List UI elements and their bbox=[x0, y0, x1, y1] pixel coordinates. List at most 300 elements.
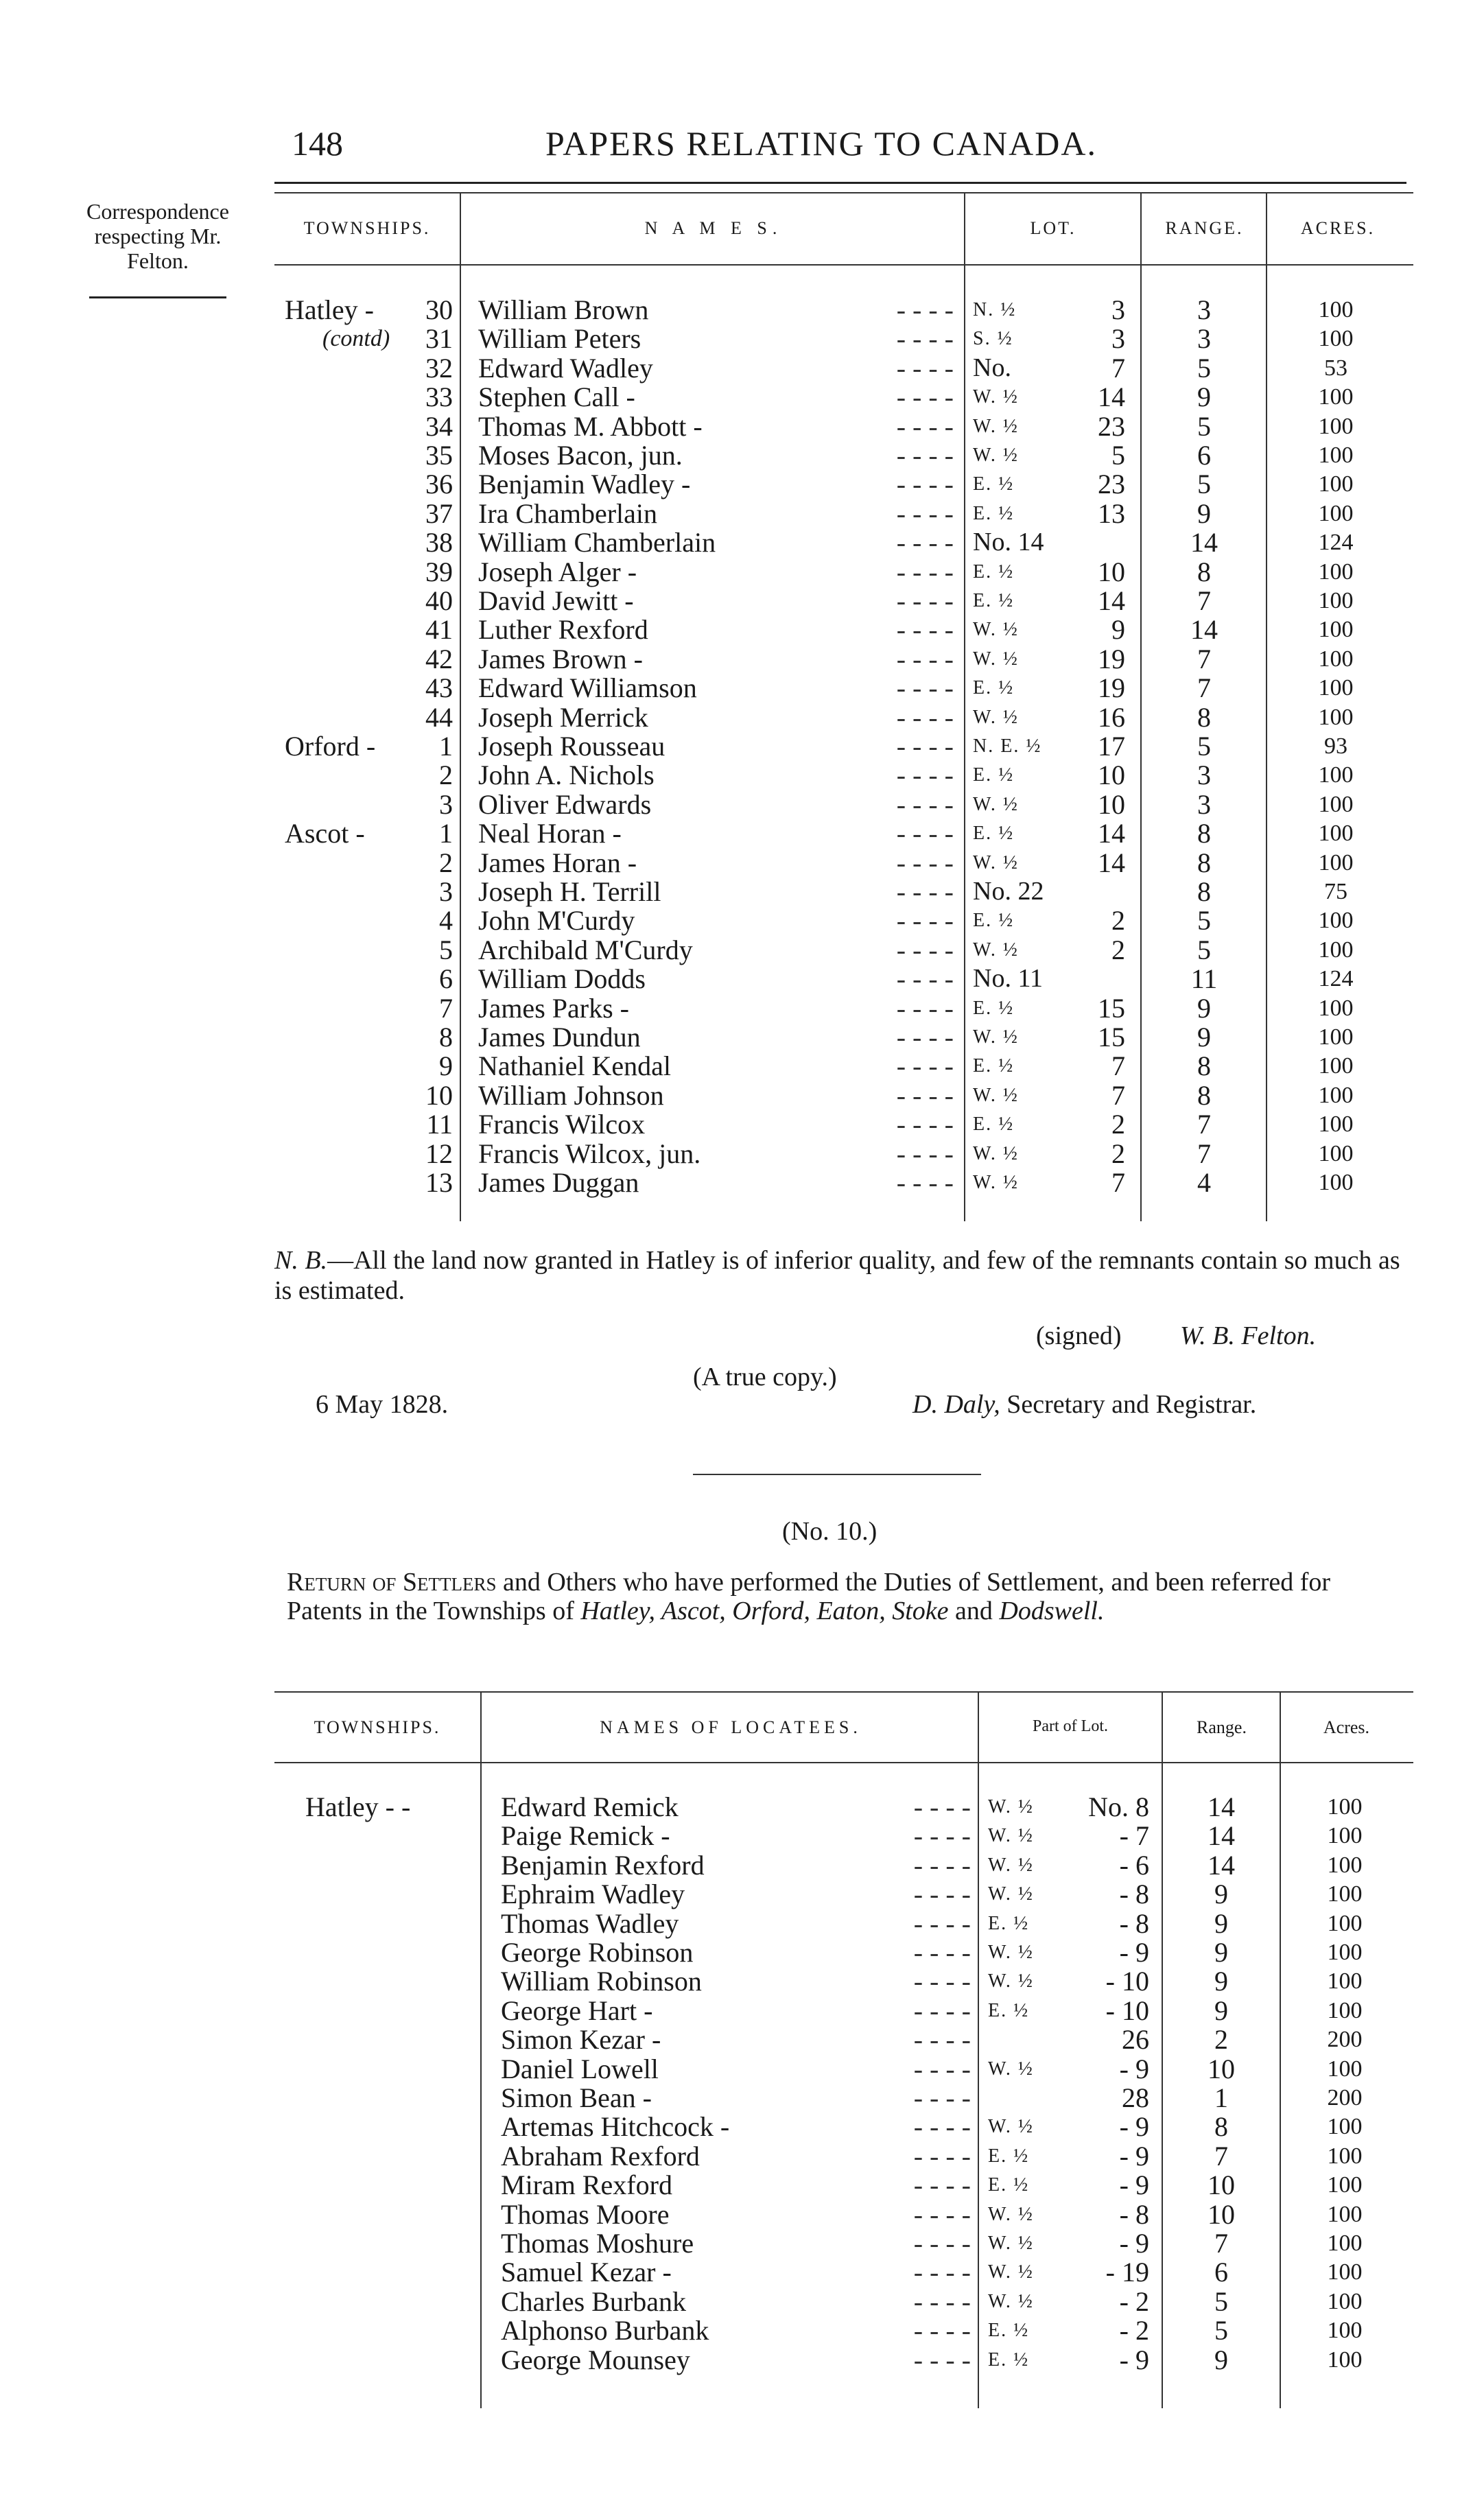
table-row bbox=[0, 2083, 1484, 2113]
settler-name: Joseph Merrick bbox=[478, 701, 648, 733]
col-header-names-of-locatees: NAMES OF LOCATEES. bbox=[600, 1717, 862, 1737]
signed-label: (signed) bbox=[1036, 1321, 1122, 1350]
entry-number: 39 bbox=[425, 556, 453, 587]
lot-number: - 2 bbox=[1119, 2285, 1149, 2317]
range-value: 8 bbox=[1197, 701, 1211, 733]
entry-number: 30 bbox=[425, 294, 453, 325]
range-value: 7 bbox=[1197, 585, 1211, 616]
locatee-name: Alphonso Burbank bbox=[501, 2315, 709, 2346]
acres-value: 100 bbox=[1318, 558, 1354, 585]
range-value: 1 bbox=[1214, 2082, 1228, 2113]
lot-part: W. ½ bbox=[973, 1084, 1019, 1106]
range-value: 9 bbox=[1197, 1022, 1211, 1052]
range-value: 5 bbox=[1214, 2315, 1228, 2346]
lot-part: E. ½ bbox=[973, 1055, 1015, 1077]
lot-part: W. ½ bbox=[988, 2290, 1034, 2312]
lot-part: N. ½ bbox=[973, 299, 1017, 320]
leader-dots: - - - - bbox=[913, 2111, 971, 2143]
lot-number: 3 bbox=[1111, 323, 1125, 355]
leader-dots: - - - - bbox=[913, 2140, 971, 2172]
entry-number: 37 bbox=[425, 497, 453, 529]
settler-name: Thomas M. Abbott - bbox=[478, 410, 703, 442]
entry-number: 4 bbox=[439, 905, 453, 937]
settler-name: James Parks - bbox=[478, 992, 629, 1024]
lot-part: E. ½ bbox=[988, 1912, 1030, 1934]
settler-name: William Chamberlain bbox=[478, 527, 716, 558]
acres-value: 100 bbox=[1327, 2172, 1363, 2198]
nb-text: —All the land now granted in Hatley is of inferior quality, and few of the remnants contain so much as is estimated. bbox=[274, 1246, 1400, 1305]
lot-number: 17 bbox=[1098, 731, 1125, 762]
acres-value: 100 bbox=[1318, 384, 1354, 410]
leader-dots: - - - - bbox=[913, 2285, 971, 2317]
range-value: 10 bbox=[1208, 2053, 1235, 2084]
lot-part: W. ½ bbox=[973, 793, 1019, 815]
lot-number: 23 bbox=[1098, 469, 1125, 500]
leader-dots: - - - - bbox=[896, 672, 954, 704]
lot-number: 26 bbox=[1122, 2024, 1149, 2056]
range-value: 5 bbox=[1197, 410, 1211, 442]
acres-value: 200 bbox=[1327, 2027, 1363, 2053]
col-header-lot: LOT. bbox=[1030, 218, 1076, 238]
lot-part: W. ½ bbox=[973, 648, 1019, 670]
acres-value: 100 bbox=[1327, 2201, 1363, 2227]
acres-value: 100 bbox=[1318, 762, 1354, 788]
acres-value: 100 bbox=[1318, 937, 1354, 963]
lot-part: W. ½ bbox=[973, 851, 1019, 873]
acres-value: 100 bbox=[1318, 1140, 1354, 1166]
lot-number: - 2 bbox=[1119, 2315, 1149, 2346]
lot-number: 28 bbox=[1122, 2082, 1149, 2113]
range-value: 10 bbox=[1208, 2169, 1235, 2201]
range-value: 3 bbox=[1197, 760, 1211, 791]
range-value: 7 bbox=[1197, 1109, 1211, 1140]
locatee-name: Simon Bean - bbox=[501, 2082, 652, 2113]
leader-dots: - - - - bbox=[896, 469, 954, 500]
settler-name: Ira Chamberlain bbox=[478, 497, 657, 529]
lot-number: 15 bbox=[1098, 1022, 1125, 1052]
lot-number: No. 8 bbox=[1088, 1791, 1149, 1822]
acres-value: 100 bbox=[1318, 675, 1354, 701]
lot-number: - 8 bbox=[1119, 2198, 1149, 2230]
settler-name: David Jewitt - bbox=[478, 585, 634, 616]
leader-dots: - - - - bbox=[913, 1907, 971, 1939]
table-row bbox=[0, 2025, 1484, 2054]
range-value: 5 bbox=[1214, 2285, 1228, 2317]
table-row bbox=[0, 1938, 1484, 1967]
leader-dots: - - - - bbox=[913, 2169, 971, 2201]
lot-part: W. ½ bbox=[973, 445, 1019, 466]
leader-dots: - - - - bbox=[896, 643, 954, 674]
return-title-caps: Return of Settlers bbox=[287, 1568, 497, 1597]
lot-part: E. ½ bbox=[988, 1999, 1030, 2021]
entry-number: 6 bbox=[439, 963, 453, 995]
settler-name: Moses Bacon, jun. bbox=[478, 440, 683, 471]
leader-dots: - - - - bbox=[896, 1079, 954, 1111]
leader-dots: - - - - bbox=[896, 381, 954, 413]
lot-part: E. ½ bbox=[988, 2145, 1030, 2167]
entry-number: 5 bbox=[439, 934, 453, 965]
leader-dots: - - - - bbox=[896, 905, 954, 937]
lot-part: E. ½ bbox=[988, 2174, 1030, 2196]
acres-value: 100 bbox=[1318, 821, 1354, 847]
table-row bbox=[0, 2112, 1484, 2141]
lot-part: No. 22 bbox=[973, 877, 1044, 906]
acres-value: 100 bbox=[1318, 500, 1354, 526]
nb-label: N. B. bbox=[274, 1246, 328, 1275]
return-title-places: Hatley, Ascot, Orford, Eaton, Stoke bbox=[580, 1597, 949, 1625]
table-row bbox=[0, 1879, 1484, 1909]
leader-dots: - - - - bbox=[913, 1849, 971, 1881]
table-top-rule bbox=[274, 1691, 1413, 1693]
lot-part: E. ½ bbox=[973, 764, 1015, 786]
leader-dots: - - - - bbox=[896, 585, 954, 616]
lot-number: 7 bbox=[1111, 1079, 1125, 1111]
document-number: (No. 10.) bbox=[782, 1517, 878, 1546]
range-value: 5 bbox=[1197, 469, 1211, 500]
acres-value: 100 bbox=[1318, 1170, 1354, 1195]
leader-dots: - - - - bbox=[913, 2198, 971, 2230]
range-value: 5 bbox=[1197, 731, 1211, 762]
col-header-acres: Acres. bbox=[1323, 1717, 1370, 1737]
acres-value: 75 bbox=[1324, 879, 1347, 904]
acres-value: 100 bbox=[1318, 849, 1354, 875]
acres-value: 100 bbox=[1318, 471, 1354, 497]
table-row bbox=[0, 1909, 1484, 1938]
leader-dots: - - - - bbox=[913, 2228, 971, 2259]
lot-part: W. ½ bbox=[973, 386, 1019, 408]
range-value: 3 bbox=[1197, 323, 1211, 355]
col-header-names: N A M E S. bbox=[644, 218, 783, 238]
range-value: 8 bbox=[1197, 1079, 1211, 1111]
acres-value: 124 bbox=[1318, 966, 1354, 992]
lot-part: W. ½ bbox=[988, 2233, 1034, 2254]
lot-number: 19 bbox=[1098, 643, 1125, 674]
table-row bbox=[0, 2170, 1484, 2200]
range-value: 3 bbox=[1197, 788, 1211, 820]
range-value: 14 bbox=[1208, 1820, 1235, 1852]
entry-number: 34 bbox=[425, 410, 453, 442]
entry-number: 8 bbox=[439, 1022, 453, 1052]
entry-number: 12 bbox=[425, 1138, 453, 1169]
table-row bbox=[0, 2316, 1484, 2345]
acres-value: 100 bbox=[1327, 1881, 1363, 1907]
entry-number: 42 bbox=[425, 643, 453, 674]
range-value: 5 bbox=[1197, 905, 1211, 937]
township-cell: Hatley - - bbox=[305, 1791, 411, 1822]
range-value: 9 bbox=[1214, 1966, 1228, 1997]
lot-part: E. ½ bbox=[973, 677, 1015, 699]
entry-number: 35 bbox=[425, 440, 453, 471]
entry-number: 32 bbox=[425, 352, 453, 384]
col-header-part-of-lot: Part of Lot. bbox=[1033, 1717, 1108, 1735]
entry-number: 10 bbox=[425, 1079, 453, 1111]
range-value: 9 bbox=[1197, 992, 1211, 1024]
settler-name: Edward Wadley bbox=[478, 352, 653, 384]
leader-dots: - - - - bbox=[896, 788, 954, 820]
acres-value: 100 bbox=[1318, 646, 1354, 672]
table-row bbox=[0, 1792, 1484, 1822]
range-value: 7 bbox=[1197, 643, 1211, 674]
lot-number: 14 bbox=[1098, 847, 1125, 878]
lot-part: W. ½ bbox=[988, 1883, 1034, 1905]
lot-number: - 9 bbox=[1119, 2228, 1149, 2259]
locatee-name: Charles Burbank bbox=[501, 2285, 686, 2317]
range-value: 5 bbox=[1197, 352, 1211, 384]
lot-part: E. ½ bbox=[973, 910, 1015, 932]
entry-number: 44 bbox=[425, 701, 453, 733]
table-row bbox=[0, 2200, 1484, 2229]
lot-part: N. E. ½ bbox=[973, 736, 1042, 757]
settler-name: Oliver Edwards bbox=[478, 788, 652, 820]
entry-number: 3 bbox=[439, 876, 453, 907]
lot-number: - 9 bbox=[1119, 1937, 1149, 1968]
acres-value: 100 bbox=[1318, 995, 1354, 1021]
lot-part: E. ½ bbox=[973, 823, 1015, 845]
leader-dots: - - - - bbox=[896, 440, 954, 471]
entry-number: 36 bbox=[425, 469, 453, 500]
table-row bbox=[0, 2054, 1484, 2084]
lot-part: W. ½ bbox=[988, 1854, 1034, 1876]
acres-value: 100 bbox=[1327, 1910, 1363, 1936]
lot-number: 10 bbox=[1098, 760, 1125, 791]
lot-part: W. ½ bbox=[973, 1172, 1019, 1193]
entry-number: 13 bbox=[425, 1167, 453, 1198]
leader-dots: - - - - bbox=[896, 847, 954, 878]
signer-name: W. B. Felton. bbox=[1180, 1321, 1317, 1350]
table-row bbox=[0, 1996, 1484, 2025]
leader-dots: - - - - bbox=[896, 1022, 954, 1052]
range-value: 7 bbox=[1197, 672, 1211, 704]
locatee-name: Benjamin Rexford bbox=[501, 1849, 705, 1881]
acres-value: 100 bbox=[1318, 326, 1354, 352]
lot-part: E. ½ bbox=[973, 1114, 1015, 1136]
col-header-range: RANGE. bbox=[1165, 218, 1244, 238]
leader-dots: - - - - bbox=[896, 1050, 954, 1082]
leader-dots: - - - - bbox=[896, 731, 954, 762]
page-number: 148 bbox=[292, 124, 343, 163]
table-row bbox=[0, 1966, 1484, 1996]
leader-dots: - - - - bbox=[913, 1966, 971, 1997]
table-row bbox=[0, 1850, 1484, 1880]
acres-value: 100 bbox=[1318, 1082, 1354, 1108]
township-cell: Hatley - bbox=[285, 294, 374, 325]
lot-part: No. 11 bbox=[973, 964, 1044, 993]
range-value: 14 bbox=[1190, 614, 1218, 646]
lot-number: - 9 bbox=[1119, 2140, 1149, 2172]
lot-part: W. ½ bbox=[988, 1825, 1034, 1847]
acres-value: 100 bbox=[1318, 1111, 1354, 1138]
range-value: 8 bbox=[1197, 876, 1211, 907]
acres-value: 100 bbox=[1318, 588, 1354, 613]
acres-value: 100 bbox=[1327, 2288, 1363, 2314]
lot-part: W. ½ bbox=[988, 1942, 1034, 1963]
settler-name: Joseph Rousseau bbox=[478, 731, 666, 762]
acres-value: 100 bbox=[1327, 2346, 1363, 2373]
lot-number: - 6 bbox=[1119, 1849, 1149, 1881]
lot-number: - 8 bbox=[1119, 1879, 1149, 1910]
settler-name: William Brown bbox=[478, 294, 649, 325]
range-value: 5 bbox=[1197, 934, 1211, 965]
table-row bbox=[0, 2257, 1484, 2287]
locatee-name: Ephraim Wadley bbox=[501, 1879, 685, 1910]
locatee-name: Edward Remick bbox=[501, 1791, 679, 1822]
lot-part: No. bbox=[973, 353, 1011, 382]
settler-name: William Johnson bbox=[478, 1079, 664, 1111]
lot-number: 13 bbox=[1098, 497, 1125, 529]
leader-dots: - - - - bbox=[913, 2024, 971, 2056]
settler-name: John A. Nichols bbox=[478, 760, 655, 791]
acres-value: 100 bbox=[1327, 1968, 1363, 1995]
range-value: 9 bbox=[1214, 1907, 1228, 1939]
locatee-name: Thomas Moore bbox=[501, 2198, 670, 2230]
settler-name: Nathaniel Kendal bbox=[478, 1050, 671, 1082]
range-value: 9 bbox=[1214, 1879, 1228, 1910]
settler-name: Edward Williamson bbox=[478, 672, 697, 704]
entry-number: 2 bbox=[439, 847, 453, 878]
settler-name: Benjamin Wadley - bbox=[478, 469, 691, 500]
acres-value: 100 bbox=[1318, 443, 1354, 468]
lot-number: 5 bbox=[1111, 440, 1125, 471]
settler-name: Stephen Call - bbox=[478, 381, 635, 413]
acres-value: 100 bbox=[1318, 908, 1354, 934]
locatee-name: Simon Kezar - bbox=[501, 2024, 661, 2056]
leader-dots: - - - - bbox=[896, 934, 954, 965]
lot-number: 3 bbox=[1111, 294, 1125, 325]
entry-number: 7 bbox=[439, 992, 453, 1024]
lot-part: E. ½ bbox=[973, 590, 1015, 611]
settler-name: Francis Wilcox, jun. bbox=[478, 1138, 701, 1169]
running-title: PAPERS RELATING TO CANADA. bbox=[545, 124, 1097, 163]
entry-number: 9 bbox=[439, 1050, 453, 1082]
entry-number: 33 bbox=[425, 381, 453, 413]
leader-dots: - - - - bbox=[913, 1995, 971, 2026]
leader-dots: - - - - bbox=[913, 2082, 971, 2113]
leader-dots: - - - - bbox=[896, 963, 954, 995]
true-copy-note: (A true copy.) bbox=[693, 1363, 837, 1391]
lot-number: 7 bbox=[1111, 1050, 1125, 1082]
lot-number: 2 bbox=[1111, 934, 1125, 965]
range-value: 10 bbox=[1208, 2198, 1235, 2230]
leader-dots: - - - - bbox=[896, 527, 954, 558]
range-value: 2 bbox=[1214, 2024, 1228, 2056]
leader-dots: - - - - bbox=[896, 701, 954, 733]
leader-dots: - - - - bbox=[913, 2053, 971, 2084]
leader-dots: - - - - bbox=[896, 818, 954, 849]
acres-value: 100 bbox=[1327, 2318, 1363, 2344]
entry-number: 40 bbox=[425, 585, 453, 616]
lot-number: - 9 bbox=[1119, 2344, 1149, 2375]
col-header-acres: ACRES. bbox=[1300, 218, 1376, 238]
leader-dots: - - - - bbox=[913, 2344, 971, 2375]
lot-number: - 7 bbox=[1119, 1820, 1149, 1852]
entry-number: 43 bbox=[425, 672, 453, 704]
settler-name: Neal Horan - bbox=[478, 818, 622, 849]
entry-number: 1 bbox=[439, 731, 453, 762]
settler-name: James Horan - bbox=[478, 847, 637, 878]
leader-dots: - - - - bbox=[913, 1820, 971, 1852]
leader-dots: - - - - bbox=[896, 497, 954, 529]
margin-note: Correspondence respecting Mr. Felton. bbox=[86, 199, 229, 273]
range-value: 3 bbox=[1197, 294, 1211, 325]
lot-number: - 9 bbox=[1119, 2169, 1149, 2201]
leader-dots: - - - - bbox=[896, 992, 954, 1024]
lot-part: W. ½ bbox=[973, 939, 1019, 961]
settler-name: Archibald M'Curdy bbox=[478, 934, 693, 965]
table-row bbox=[0, 1821, 1484, 1850]
lot-part: S. ½ bbox=[973, 328, 1013, 350]
entry-number: 2 bbox=[439, 760, 453, 791]
lot-number: 7 bbox=[1111, 352, 1125, 384]
settler-name: James Brown - bbox=[478, 643, 643, 674]
leader-dots: - - - - bbox=[896, 1167, 954, 1198]
leader-dots: - - - - bbox=[896, 876, 954, 907]
acres-value: 100 bbox=[1327, 1823, 1363, 1849]
lot-number: 16 bbox=[1098, 701, 1125, 733]
lot-number: - 19 bbox=[1105, 2257, 1149, 2288]
leader-dots: - - - - bbox=[896, 294, 954, 325]
settler-name: James Dundun bbox=[478, 1022, 641, 1052]
locatee-name: George Hart - bbox=[501, 1995, 653, 2026]
range-value: 4 bbox=[1197, 1167, 1211, 1198]
acres-value: 93 bbox=[1324, 733, 1347, 759]
entry-number: 1 bbox=[439, 818, 453, 849]
range-value: 9 bbox=[1214, 1937, 1228, 1968]
range-value: 6 bbox=[1214, 2257, 1228, 2288]
range-value: 8 bbox=[1197, 556, 1211, 587]
locatee-name: William Robinson bbox=[501, 1966, 702, 1997]
locatee-name: Paige Remick - bbox=[501, 1820, 670, 1852]
registrar-title: Secretary and Registrar. bbox=[1006, 1390, 1257, 1419]
lot-number: 10 bbox=[1098, 788, 1125, 820]
lot-number: 14 bbox=[1098, 585, 1125, 616]
acres-value: 100 bbox=[1318, 791, 1354, 817]
range-value: 14 bbox=[1208, 1791, 1235, 1822]
range-value: 14 bbox=[1190, 527, 1218, 558]
lot-part: W. ½ bbox=[988, 2261, 1034, 2283]
lot-part: W. ½ bbox=[988, 2203, 1034, 2225]
locatee-name: Samuel Kezar - bbox=[501, 2257, 672, 2288]
acres-value: 200 bbox=[1327, 2085, 1363, 2110]
lot-number: 10 bbox=[1098, 556, 1125, 587]
return-title-text: and Others who have performed the Duties of Settlement, and been referred for Patents in the Townships of bbox=[287, 1568, 1331, 1625]
acres-value: 100 bbox=[1318, 617, 1354, 643]
table-row bbox=[0, 2141, 1484, 2171]
locatee-name: Artemas Hitchcock - bbox=[501, 2111, 730, 2143]
range-value: 7 bbox=[1214, 2140, 1228, 2172]
range-value: 8 bbox=[1197, 1050, 1211, 1082]
settler-name: James Duggan bbox=[478, 1167, 639, 1198]
lot-number: - 9 bbox=[1119, 2111, 1149, 2143]
leader-dots: - - - - bbox=[896, 323, 954, 355]
leader-dots: - - - - bbox=[896, 352, 954, 384]
entry-number: 38 bbox=[425, 527, 453, 558]
acres-value: 100 bbox=[1318, 297, 1354, 322]
leader-dots: - - - - bbox=[896, 760, 954, 791]
entry-number: 11 bbox=[426, 1109, 453, 1140]
lot-part: E. ½ bbox=[973, 997, 1015, 1019]
lot-number: - 10 bbox=[1105, 1966, 1149, 1997]
locatee-name: Miram Rexford bbox=[501, 2169, 672, 2201]
locatee-name: Daniel Lowell bbox=[501, 2053, 659, 2084]
range-value: 9 bbox=[1197, 497, 1211, 529]
entry-number: 31 bbox=[425, 323, 453, 355]
lot-number: 23 bbox=[1098, 410, 1125, 442]
leader-dots: - - - - bbox=[913, 1937, 971, 1968]
lot-part: W. ½ bbox=[988, 1971, 1034, 1992]
settler-name: Luther Rexford bbox=[478, 614, 648, 646]
lot-part: W. ½ bbox=[973, 619, 1019, 641]
table-row bbox=[0, 2228, 1484, 2258]
